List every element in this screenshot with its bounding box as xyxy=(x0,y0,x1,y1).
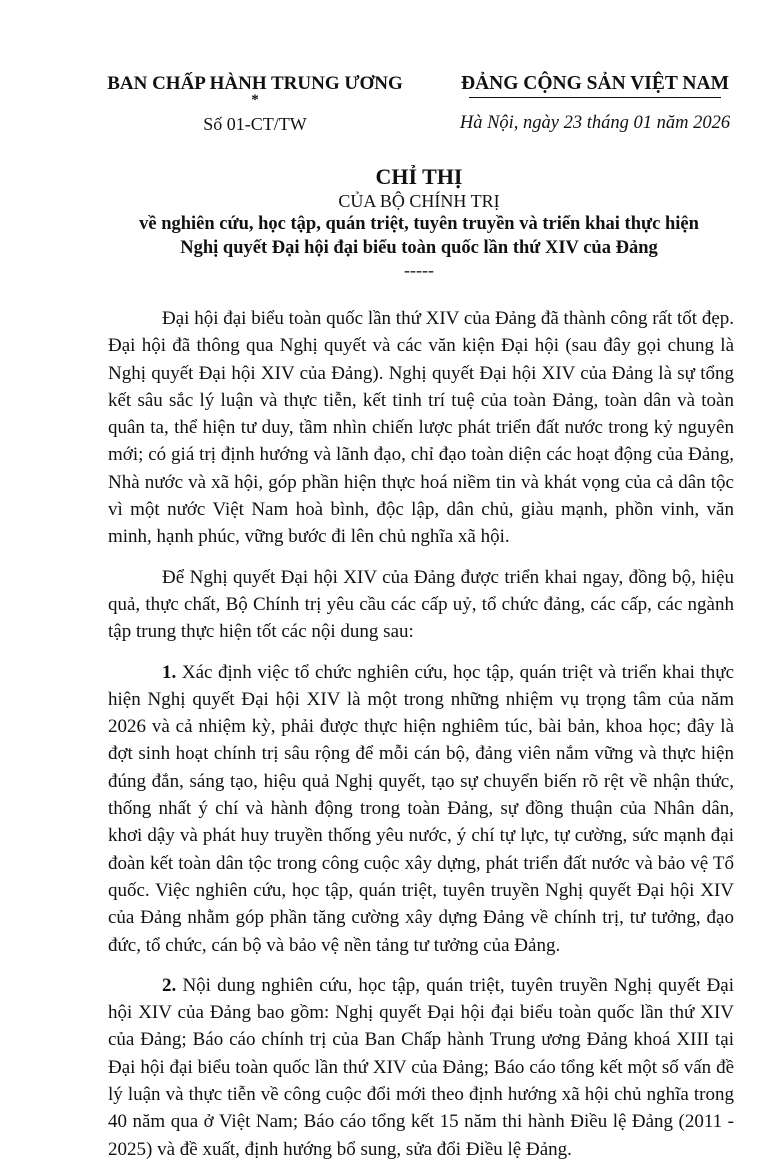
star-mark: * xyxy=(251,92,259,108)
issuing-body-block xyxy=(100,72,410,135)
document-type: CHỈ THỊ xyxy=(375,164,463,189)
party-underline xyxy=(469,97,721,98)
document-subject-line-2: Nghị quyết Đại hội đại biểu toàn quốc lần thứ XIV của Đảng xyxy=(180,238,658,258)
party-name: ĐẢNG CỘNG SẢN VIỆT NAM xyxy=(461,73,729,94)
issuing-body-name: BAN CHẤP HÀNH TRUNG ƯƠNG xyxy=(107,73,403,94)
party-block xyxy=(440,72,750,134)
title-separator: ----- xyxy=(404,260,434,280)
document-issuer: CỦA BỘ CHÍNH TRỊ xyxy=(338,191,500,211)
paragraph-text: Xác định việc tổ chức nghiên cứu, học tập, quán triệt và triển khai thực hiện Nghị quyết Đại hội XIV là một trong những nhiệm vụ trọng tâm của năm 2026 và cả nhiệm kỳ, phải được thực hiện nghiêm túc, bài bản, khoa học; đây là đợt sinh hoạt chính trị sâu rộng để mỗi cán bộ, đảng viên nắm vững và thực hiện đúng đắn, sáng tạo, hiệu quả Nghị quyết, tạo sự chuyển biến rõ rệt về nhận thức, thống nhất ý chí và hành động trong toàn Đảng, sự đồng thuận của Nhân dân, khơi dậy và phát huy truyền thống yêu nước, ý chí tự lực, tự cường, sức mạnh đại đoàn kết toàn dân tộc trong công cuộc xây dựng, phát triển đất nước và bảo vệ Tổ quốc. Việc nghiên cứu, học tập, quán triệt, tuyên truyền Nghị quyết Đại hội XIV của Đảng nhằm góp phần tăng cường xây dựng Đảng về chính trị, tư tưởng, đạo đức, tổ chức, cán bộ và bảo vệ nền tảng tư tưởng của Đảng. xyxy=(108,661,735,956)
paragraph-item-1 xyxy=(108,659,734,959)
paragraph-item-2 xyxy=(108,972,734,1163)
item-number: 2. xyxy=(162,974,177,996)
document-title-block xyxy=(100,164,738,280)
paragraph-request xyxy=(108,564,734,646)
paragraph-text: Nội dung nghiên cứu, học tập, quán triệt, tuyên truyền Nghị quyết Đại hội XIV của Đảng bao gồm: Nghị quyết Đại hội đại biểu toàn quốc lần thứ XIV của Đảng; Báo cáo chính trị của Ban Chấp hành Trung ương Đảng khoá XIII tại Đại hội đại biểu toàn quốc lần thứ XIV của Đảng; Báo cáo tổng kết một số vấn đề lý luận và thực tiễn về công cuộc đổi mới theo định hướng xã hội chủ nghĩa trong 40 năm qua ở Việt Nam; Báo cáo tổng kết 15 năm thi hành Điều lệ Đảng (2011 - 2025) và đề xuất, định hướng bổ sung, sửa đổi Điều lệ Đảng. xyxy=(108,974,735,1160)
paragraph-text: Đại hội đại biểu toàn quốc lần thứ XIV của Đảng đã thành công rất tốt đẹp. Đại hội đã thông qua Nghị quyết và các văn kiện Đại hội (sau đây gọi chung là Nghị quyết Đại hội XIV của Đảng). Nghị quyết Đại hội XIV của Đảng là sự tổng kết sâu sắc lý luận và thực tiễn, kết tinh trí tuệ của toàn Đảng, toàn dân và toàn quân ta, thể hiện tư duy, tầm nhìn chiến lược phát triển đất nước trong kỷ nguyên mới; có giá trị định hướng và lãnh đạo, chỉ đạo toàn diện các hoạt động của Đảng, Nhà nước và xã hội, góp phần hiện thực hoá niềm tin và khát vọng của cả dân tộc vì một nước Việt Nam hoà bình, độc lập, dân chủ, giàu mạnh, phồn vinh, văn minh, hạnh phúc, vững bước đi lên chủ nghĩa xã hội. xyxy=(108,308,734,548)
document-body xyxy=(108,305,734,1176)
document-subject-line-1: về nghiên cứu, học tập, quán triệt, tuyên truyền và triển khai thực hiện xyxy=(139,214,699,234)
document-number: Số 01-CT/TW xyxy=(203,114,307,134)
paragraph-intro xyxy=(108,305,734,551)
item-number: 1. xyxy=(162,661,177,683)
place-date: Hà Nội, ngày 23 tháng 01 năm 2026 xyxy=(459,113,731,133)
paragraph-text: Để Nghị quyết Đại hội XIV của Đảng được triển khai ngay, đồng bộ, hiệu quả, thực chất, Bộ Chính trị yêu cầu các cấp uỷ, tổ chức đảng, các cấp, các ngành tập trung thực hiện tốt các nội dung sau: xyxy=(108,566,734,643)
